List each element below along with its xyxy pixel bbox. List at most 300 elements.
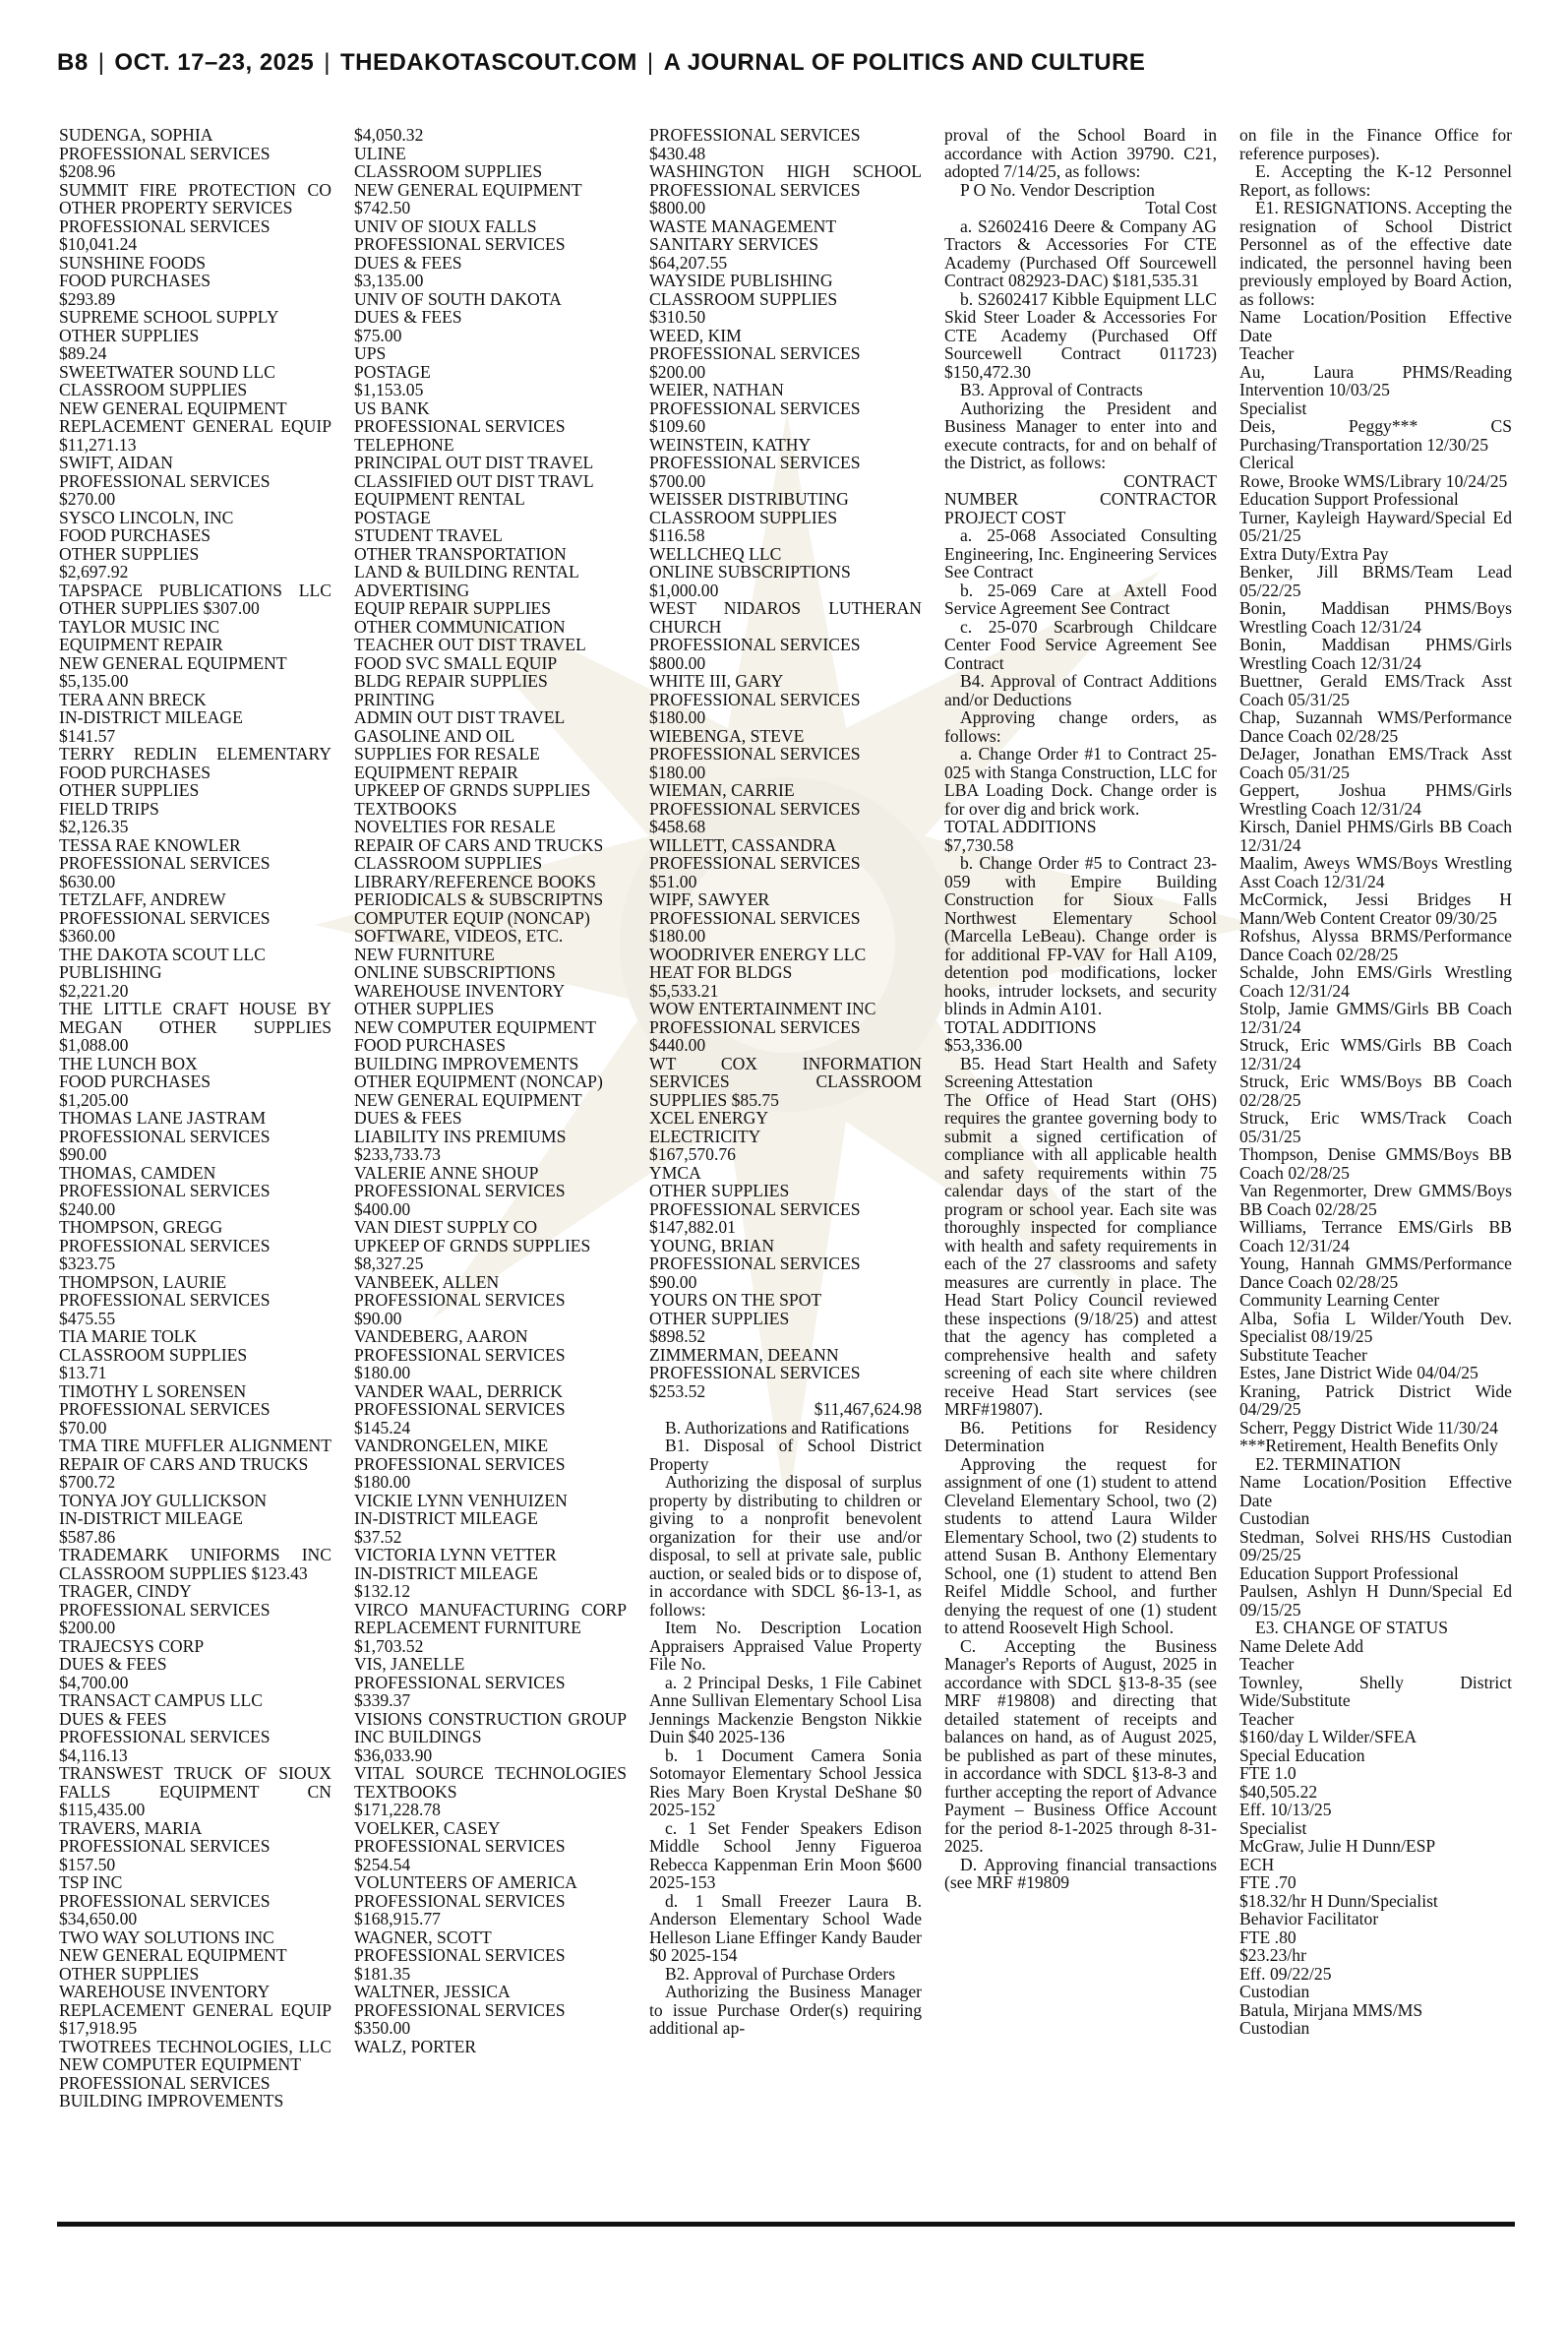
notice-line: FOOD PURCHASES	[59, 1071, 211, 1091]
notice-line: $1,205.00	[59, 1089, 129, 1110]
notice-line: Approving the request for assignment of one (1) student to attend Cleveland Elementary School, two (2) students to attend Laura Wilder Elementary School, two (2) students to attend Susan B. Anthony Elementary School, one (1) student to attend Ben Reifel Middle School, and further denying the request of one (1) student to attend Roosevelt High School.	[944, 1453, 1217, 1637]
notice-line: Williams, Terrance EMS/Girls BB Coach 12/31/24	[1239, 1217, 1512, 1255]
notice-line: $51.00	[649, 871, 697, 891]
notice-line: b. 1 Document Camera Sonia Sotomayor Elementary School Jessica Ries Mary Boen Krystal DeShane $0 2025-152	[649, 1744, 922, 1819]
notice-line: FOOD PURCHASES	[59, 525, 211, 545]
notice-line: PROFESSIONAL SERVICES	[649, 907, 861, 928]
notice-line: $2,221.20	[59, 980, 129, 1001]
notice-line: TRANSWEST TRUCK OF SIOUX FALLS EQUIPMENT CN $115,435.00	[59, 1763, 332, 1819]
footer-rule	[57, 2222, 1515, 2227]
notice-line: OTHER SUPPLIES	[59, 1963, 200, 1984]
notice-line: VOELKER, CASEY	[354, 1817, 501, 1838]
notice-line: NEW GENERAL EQUIPMENT	[354, 1089, 582, 1110]
notice-line: TEACHER OUT DIST TRAVEL	[354, 635, 586, 654]
notice-line: Kraning, Patrick District Wide 04/29/25	[1239, 1380, 1512, 1419]
notice-line: PROFESSIONAL SERVICES	[59, 1890, 271, 1911]
notice-line: $168,915.77	[354, 1909, 441, 1928]
notice-line: CLASSROOM SUPPLIES	[354, 161, 543, 181]
notice-line: Name Location/Position Effective Date	[1239, 307, 1512, 345]
issue-date: OCT. 17–23, 2025	[114, 49, 315, 76]
notice-line: $350.00	[354, 2018, 411, 2038]
notice-line: PROFESSIONAL SERVICES	[649, 1016, 861, 1037]
notice-line: Struck, Eric WMS/Girls BB Coach 12/31/24	[1239, 1035, 1512, 1073]
notice-line: Benker, Jill BRMS/Team Lead 05/22/25	[1239, 562, 1512, 600]
column-2	[354, 126, 627, 2217]
notice-line: LAND & BUILDING RENTAL	[354, 562, 579, 581]
notice-line: WHITE III, GARY	[649, 671, 784, 691]
notice-line: $254.54	[354, 1854, 411, 1874]
notice-line: Young, Hannah GMMS/Performance Dance Coach 02/28/25	[1239, 1254, 1512, 1292]
notice-line: WEINSTEIN, KATHY	[649, 434, 812, 455]
notice-line: TRAJECSYS CORP	[59, 1635, 205, 1656]
notice-line: DUES & FEES	[354, 252, 462, 273]
notice-line: Authorizing the disposal of surplus property by distributing to children or giving to a nonprofit benevolent organization for their use and/or disposal, to sell at private sale, public auction, or sealed bids or to dispose of, in accordance with SDCL §6-13-1, as follows:	[649, 1472, 922, 1620]
notice-line: $458.68	[649, 817, 706, 836]
notice-line: $37.52	[354, 1526, 402, 1547]
notice-line: PROFESSIONAL SERVICES	[649, 1254, 861, 1273]
notice-line: PROFESSIONAL SERVICES	[649, 853, 861, 873]
notice-line: Paulsen, Ashlyn H Dunn/Special Ed 09/15/25	[1239, 1581, 1512, 1620]
notice-line: $293.89	[59, 288, 116, 309]
site-name: THEDAKOTASCOUT.COM	[339, 49, 637, 76]
notice-line: b. 25-069 Care at Axtell Food Service Agreement See Contract	[944, 580, 1217, 618]
notice-line: THE LUNCH BOX	[59, 1053, 198, 1073]
notice-line: SWIFT, AIDAN	[59, 453, 173, 472]
notice-line: IN-DISTRICT MILEAGE	[354, 1562, 538, 1583]
notice-line: Item No. Description Location Appraisers Appraised Value Property File No.	[649, 1618, 922, 1674]
notice-line: WIEBENGA, STEVE	[649, 725, 805, 746]
notice-line: $323.75	[59, 1254, 116, 1273]
notice-line: YMCA	[649, 1162, 701, 1183]
notice-line: HEAT FOR BLDGS	[649, 962, 793, 982]
notice-line: B1. Disposal of School District Property	[649, 1436, 922, 1474]
notice-line: DUES & FEES	[59, 1708, 167, 1729]
notice-line: VICTORIA LYNN VETTER	[354, 1545, 557, 1564]
notice-line: $4,050.32	[354, 126, 424, 145]
notice-line: ONLINE SUBSCRIPTIONS	[354, 962, 556, 982]
notice-line: SUDENGA, SOPHIA	[59, 126, 213, 145]
notice-line: TOTAL ADDITIONS	[944, 817, 1097, 836]
notice-line: $181.35	[354, 1963, 411, 1984]
notice-line: $240.00	[59, 1198, 116, 1219]
notice-line: OTHER EQUIPMENT (NONCAP)	[354, 1071, 603, 1091]
notice-line: FOOD PURCHASES	[59, 271, 211, 290]
notice-line: TRAGER, CINDY	[59, 1581, 192, 1601]
notice-line: NEW GENERAL EQUIPMENT	[59, 652, 287, 673]
notice-line: $200.00	[59, 1618, 116, 1637]
notice-line: $141.57	[59, 725, 116, 746]
notice-line: $700.00	[649, 470, 706, 491]
notice-line: WELLCHEQ LLC	[649, 543, 782, 564]
notice-line: Van Regenmorter, Drew GMMS/Boys BB Coach 02/28/25	[1239, 1181, 1512, 1219]
notice-line: $11,467,624.98	[814, 1399, 922, 1419]
notice-line: CLASSROOM SUPPLIES	[649, 507, 838, 527]
notice-line: PROFESSIONAL SERVICES	[59, 215, 271, 236]
notice-line: Specialist	[1239, 1817, 1307, 1838]
notice-line: McGraw, Julie H Dunn/ESP	[1239, 1836, 1436, 1856]
notice-line: PRINTING	[354, 689, 436, 709]
notice-line: $145.24	[354, 1417, 411, 1438]
notice-line: LIBRARY/REFERENCE BOOKS	[354, 871, 596, 891]
notice-line: VANDER WAAL, DERRICK	[354, 1380, 563, 1401]
notice-line: $34,650.00	[59, 1909, 138, 1928]
notice-line: UPS	[354, 343, 387, 363]
notice-line: $2,126.35	[59, 817, 129, 836]
notice-line: OTHER COMMUNICATION	[354, 616, 566, 637]
notice-line: The Office of Head Start (OHS) requires the grantee governing body to submit a signed certification of compliance with all applicable health and safety requirements within 75 calendar days of the start of the program or school year. Each site was thoroughly inspected for compliance with health and safety requirements in each of the 27 classrooms and safety measures are currently in place. The Head Start Policy Council reviewed these inspections (9/18/25) and attest that the agency has completed a comprehensive health and safety screening of each site where children receive Head Start services (see MRF#19807).	[944, 1089, 1217, 1419]
notice-line: OTHER SUPPLIES	[59, 325, 200, 345]
notice-line: WASHINGTON HIGH SCHOOL PROFESSIONAL SERVICES	[649, 161, 922, 200]
notice-line: $630.00	[59, 871, 116, 891]
notice-line: Schalde, John EMS/Girls Wrestling Coach 12/31/24	[1239, 962, 1512, 1001]
notice-line: a. 2 Principal Desks, 1 File Cabinet Anne Sullivan Elementary School Lisa Jennings Mackenzie Bengston Nikkie Duin $40 2025-136	[649, 1672, 922, 1746]
notice-line: PROFESSIONAL SERVICES	[59, 1599, 271, 1620]
notice-line: $339.37	[354, 1690, 411, 1710]
notice-line: $8,327.25	[354, 1254, 424, 1273]
notice-line: VANDEBERG, AARON	[354, 1326, 528, 1346]
notice-line: $157.50	[59, 1854, 116, 1874]
notice-line: THOMPSON, GREGG	[59, 1217, 223, 1237]
notice-line: $800.00	[649, 198, 706, 217]
notice-line: NEW GENERAL EQUIPMENT	[59, 1945, 287, 1965]
notice-line: VIS, JANELLE	[354, 1654, 465, 1674]
notice-line: PROFESSIONAL SERVICES	[354, 1344, 566, 1365]
notice-line: $898.52	[649, 1326, 706, 1346]
notice-line: NEW GENERAL EQUIPMENT	[59, 398, 287, 418]
notice-line: VALERIE ANNE SHOUP	[354, 1162, 539, 1183]
notice-line: OTHER SUPPLIES	[354, 999, 495, 1018]
notice-line: $200.00	[649, 361, 706, 382]
header-divider: |	[324, 49, 331, 76]
notice-line: $5,533.21	[649, 980, 719, 1001]
notice-line: IN-DISTRICT MILEAGE	[354, 1508, 538, 1528]
notice-line: $10,041.24	[59, 234, 138, 254]
notice-line: TRADEMARK UNIFORMS INC CLASSROOM SUPPLIES $123.43	[59, 1545, 332, 1583]
notice-line: $36,033.90	[354, 1744, 433, 1765]
notice-line: B4. Approval of Contract Additions and/or Deductions	[944, 671, 1217, 709]
notice-line: PROFESSIONAL SERVICES	[59, 1235, 271, 1255]
notice-line: VICKIE LYNN VENHUIZEN	[354, 1490, 568, 1510]
notice-line: THE LITTLE CRAFT HOUSE BY MEGAN OTHER SUPPLIES $1,088.00	[59, 999, 332, 1055]
notice-line: PROFESSIONAL SERVICES	[59, 143, 271, 163]
notice-line: Scherr, Peggy District Wide 11/30/24	[1239, 1417, 1498, 1438]
notice-line: $1,703.52	[354, 1635, 424, 1656]
notice-line: $208.96	[59, 161, 116, 181]
notice-line: PROFESSIONAL SERVICES	[354, 1453, 566, 1474]
notice-line: $70.00	[59, 1417, 107, 1438]
notice-line: TOTAL ADDITIONS	[944, 1016, 1097, 1037]
notice-line: Behavior Facilitator	[1239, 1909, 1379, 1928]
notice-line: $742.50	[354, 198, 411, 217]
notice-line: TAYLOR MUSIC INC	[59, 616, 220, 637]
notice-line: XCEL ENERGY	[649, 1108, 769, 1128]
notice-line: proval of the School Board in accordance with Action 39790. C21, adopted 7/14/25, as follows:	[944, 126, 1217, 181]
notice-line: EQUIPMENT REPAIR	[354, 762, 518, 782]
notice-line: TRAVERS, MARIA	[59, 1817, 203, 1838]
notice-line: PRINCIPAL OUT DIST TRAVEL	[354, 453, 594, 472]
notice-line: DUES & FEES	[59, 1654, 167, 1674]
notice-line: CLASSROOM SUPPLIES	[59, 380, 248, 399]
notice-line: THOMAS, CAMDEN	[59, 1162, 216, 1183]
notice-line: THOMAS LANE JASTRAM	[59, 1108, 267, 1128]
notice-line: Extra Duty/Extra Pay	[1239, 543, 1389, 564]
notice-line: TIMOTHY L SORENSEN	[59, 1380, 247, 1401]
notice-line: PROFESSIONAL SERVICES	[59, 1126, 271, 1146]
notice-line: Clerical	[1239, 453, 1295, 472]
notice-line: US BANK	[354, 398, 430, 418]
notice-line: Townley, Shelly District Wide/Substitute	[1239, 1672, 1512, 1710]
notice-line: TERRY REDLIN ELEMENTARY FOOD PURCHASES	[59, 744, 332, 782]
notice-line: E2. TERMINATION	[1255, 1453, 1402, 1474]
notice-line: d. 1 Small Freezer Laura B. Anderson Elementary School Wade Helleson Liane Effinger Kandy Bauder $0 2025-154	[649, 1890, 922, 1965]
notice-line: B5. Head Start Health and Safety Screening Attestation	[944, 1053, 1217, 1091]
legal-notice-columns	[59, 126, 1513, 2217]
notice-line: WEST NIDAROS LUTHERAN CHURCH	[649, 598, 922, 637]
notice-line: WASTE MANAGEMENT	[649, 215, 837, 236]
notice-line: $23.23/hr	[1239, 1945, 1306, 1965]
notice-line: WAREHOUSE INVENTORY	[59, 1982, 271, 2001]
notice-line: Bonin, Maddisan PHMS/Boys Wrestling Coach 12/31/24	[1239, 598, 1512, 637]
page-header	[57, 49, 1513, 87]
notice-line: OTHER SUPPLIES	[59, 780, 200, 800]
notice-line: WEIER, NATHAN	[649, 380, 784, 399]
notice-line: ADVERTISING	[354, 580, 470, 600]
notice-line: PROFESSIONAL SERVICES	[59, 907, 271, 928]
notice-line: Teacher	[1239, 343, 1295, 363]
notice-line: PROFESSIONAL SERVICES	[649, 1363, 861, 1382]
notice-line: TWO WAY SOLUTIONS INC	[59, 1927, 274, 1947]
notice-line: THOMPSON, LAURIE	[59, 1271, 227, 1292]
notice-line: Stolp, Jamie GMMS/Girls BB Coach 12/31/24	[1239, 999, 1512, 1037]
notice-line: b. Change Order #5 to Contract 23-059 with Empire Building Construction for Sioux Falls Northwest Elementary School (Marcella LeBeau). Change order is for additional FP-VAV for Hall A109, detention pod modifications, locker hooks, intruder locksets, and security blinds in Admin A101.	[944, 853, 1217, 1018]
notice-line: PROFESSIONAL SERVICES	[354, 1399, 566, 1419]
notice-line: FTE .70	[1239, 1872, 1297, 1892]
notice-line: Authorizing the Business Manager to issue Purchase Order(s) requiring additional ap-	[649, 1982, 922, 2038]
notice-line: WOW ENTERTAINMENT INC	[649, 999, 876, 1018]
notice-line: $64,207.55	[649, 252, 728, 273]
notice-line: Geppert, Joshua PHMS/Girls Wrestling Coach 12/31/24	[1239, 780, 1512, 819]
notice-line: Turner, Kayleigh Hayward/Special Ed 05/21/25	[1239, 507, 1512, 545]
notice-line: $18.32/hr H Dunn/Specialist	[1239, 1890, 1438, 1911]
notice-line: WIPF, SAWYER	[649, 889, 770, 909]
notice-line: WT COX INFORMATION SERVICES CLASSROOM SUPPLIES $85.75	[649, 1053, 922, 1110]
notice-line: VITAL SOURCE TECHNOLOGIES TEXTBOOKS	[354, 1763, 627, 1802]
notice-line: DUES & FEES	[354, 1108, 462, 1128]
page-number: B8	[57, 49, 89, 76]
notice-line: ONLINE SUBSCRIPTIONS	[649, 562, 851, 581]
notice-line: REPAIR OF CARS AND TRUCKS	[354, 834, 604, 855]
notice-line: Name Delete Add	[1239, 1635, 1364, 1656]
notice-line: Rowe, Brooke WMS/Library 10/24/25	[1239, 470, 1508, 491]
notice-line: WILLETT, CASSANDRA	[649, 834, 837, 855]
notice-line: OTHER SUPPLIES	[59, 543, 200, 564]
notice-line: SWEETWATER SOUND LLC	[59, 361, 275, 382]
notice-line: Custodian	[1239, 1508, 1310, 1528]
notice-line: Specialist	[1239, 398, 1307, 418]
notice-line: $400.00	[354, 1198, 411, 1219]
notice-line: $109.60	[649, 416, 706, 436]
notice-line: PROFESSIONAL SERVICES	[59, 1290, 271, 1310]
notice-line: $3,135.00	[354, 271, 424, 290]
notice-line: Thompson, Denise GMMS/Boys BB Coach 02/28/25	[1239, 1144, 1512, 1183]
notice-line: PROFESSIONAL SERVICES	[649, 126, 861, 145]
notice-line: B. Authorizations and Ratifications	[665, 1417, 910, 1438]
notice-line: $90.00	[59, 1144, 107, 1164]
notice-line: B2. Approval of Purchase Orders	[665, 1963, 896, 1984]
notice-line: PROFESSIONAL SERVICES	[59, 470, 271, 491]
notice-line: SUPREME SCHOOL SUPPLY	[59, 307, 279, 327]
notice-line: $171,228.78	[354, 1800, 441, 1819]
notice-line: POSTAGE	[354, 507, 431, 527]
notice-line: Eff. 10/13/25	[1239, 1800, 1332, 1819]
notice-line: $132.12	[354, 1581, 411, 1601]
notice-line: $180.00	[649, 926, 706, 946]
notice-line: REPLACEMENT GENERAL EQUIP $17,918.95	[59, 1999, 332, 2038]
notice-line: $4,116.13	[59, 1744, 128, 1765]
notice-line: PERIODICALS & SUBSCRIPTNS	[354, 889, 604, 909]
notice-line: YOURS ON THE SPOT	[649, 1290, 822, 1310]
notice-line: SUPPLIES FOR RESALE	[354, 744, 540, 764]
notice-line: PROFESSIONAL SERVICES	[59, 1836, 271, 1856]
notice-line: $180.00	[354, 1363, 411, 1382]
notice-line: GASOLINE AND OIL	[354, 725, 515, 746]
notice-line: E1. RESIGNATIONS. Accepting the resignation of School District Personnel as of the effective date indicated, the personnel having been previously employed by Board Action, as follows:	[1239, 198, 1512, 309]
notice-line: TEXTBOOKS	[354, 798, 457, 819]
notice-line: Special Education	[1239, 1744, 1365, 1765]
column-3	[649, 126, 922, 2217]
notice-line: Custodian	[1239, 2018, 1310, 2038]
notice-line: EQUIPMENT REPAIR	[59, 635, 223, 654]
notice-line: PROFESSIONAL SERVICES	[649, 798, 861, 819]
notice-line: CLASSROOM SUPPLIES	[354, 853, 543, 873]
notice-line: PROFESSIONAL SERVICES	[649, 453, 861, 472]
notice-line: WIEMAN, CARRIE	[649, 780, 795, 800]
notice-line: TRANSACT CAMPUS LLC	[59, 1690, 263, 1710]
notice-line: Struck, Eric WMS/Track Coach 05/31/25	[1239, 1108, 1512, 1146]
notice-line: TIA MARIE TOLK	[59, 1326, 198, 1346]
notice-line: BUILDING IMPROVEMENTS	[59, 2091, 284, 2111]
notice-line: NEW FURNITURE	[354, 944, 495, 964]
notice-line: VAN DIEST SUPPLY CO	[354, 1217, 538, 1237]
notice-line: WALZ, PORTER	[354, 2036, 477, 2056]
notice-line: C. Accepting the Business Manager's Reports of August, 2025 in accordance with SDCL §13-8-35 (see MRF #19808) and directing that detailed statement of receipts and balances on hand, as of August 2025, be published as part of these minutes, in accordance with SDCL §13-8-3 and further accepting the report of Advance Payment – Business Office Account for the period 8-1-2025 through 8-31-2025.	[944, 1635, 1217, 1856]
notice-line: PROFESSIONAL SERVICES	[354, 1836, 566, 1856]
notice-line: $270.00	[59, 489, 116, 509]
notice-line: PROFESSIONAL SERVICES	[649, 398, 861, 418]
notice-line: $40,505.22	[1239, 1781, 1318, 1802]
notice-line: McCormick, Jessi Bridges H Mann/Web Content Creator 09/30/25	[1239, 889, 1512, 928]
notice-line: $180.00	[354, 1472, 411, 1492]
notice-line: PROFESSIONAL SERVICES	[354, 1181, 566, 1200]
notice-line: $360.00	[59, 926, 116, 946]
notice-line: PROFESSIONAL SERVICES	[59, 1399, 271, 1419]
notice-line: $90.00	[354, 1308, 402, 1328]
notice-line: ULINE	[354, 143, 406, 163]
notice-line: $800.00	[649, 652, 706, 673]
notice-line: TONYA JOY GULLICKSON	[59, 1490, 268, 1510]
notice-line: $430.48	[649, 143, 706, 163]
notice-line: Substitute Teacher	[1239, 1344, 1367, 1365]
notice-line: $4,700.00	[59, 1672, 129, 1692]
notice-line: $90.00	[649, 1271, 697, 1292]
notice-line: PROFESSIONAL SERVICES	[649, 343, 861, 363]
notice-line: Eff. 09/22/25	[1239, 1963, 1332, 1984]
notice-line: YOUNG, BRIAN	[649, 1235, 775, 1255]
notice-line: Bonin, Maddisan PHMS/Girls Wrestling Coach 12/31/24	[1239, 635, 1512, 673]
notice-line: PROFESSIONAL SERVICES	[649, 1198, 861, 1219]
notice-line: UNIV OF SOUTH DAKOTA	[354, 288, 562, 309]
notice-line: UPKEEP OF GRNDS SUPPLIES	[354, 780, 591, 800]
notice-line: WAYSIDE PUBLISHING	[649, 271, 833, 290]
notice-line: Total Cost	[1145, 198, 1217, 217]
notice-line: VOLUNTEERS OF AMERICA	[354, 1872, 577, 1892]
notice-line: $13.71	[59, 1363, 107, 1382]
notice-line: TERA ANN BRECK	[59, 689, 207, 709]
notice-line: SUNSHINE FOODS	[59, 252, 207, 273]
notice-line: Alba, Sofia L Wilder/Youth Dev. Specialist 08/19/25	[1239, 1308, 1512, 1346]
notice-line: UPKEEP OF GRNDS SUPPLIES	[354, 1235, 591, 1255]
notice-line: WAREHOUSE INVENTORY	[354, 980, 566, 1001]
notice-line: BLDG REPAIR SUPPLIES	[354, 671, 548, 691]
notice-line: c. 25-070 Scarbrough Childcare Center Food Service Agreement See Contract	[944, 616, 1217, 673]
notice-line: b. S2602417 Kibble Equipment LLC Skid Steer Loader & Accessories For CTE Academy (Purchased Off Sourcewell Contract 011723) $150,472.30	[944, 288, 1217, 382]
notice-line: DUES & FEES	[354, 307, 462, 327]
notice-line: $180.00	[649, 707, 706, 727]
header-divider: |	[646, 49, 654, 76]
notice-line: Teacher	[1239, 1708, 1295, 1729]
notice-line: FIELD TRIPS	[59, 798, 159, 819]
notice-line: NOVELTIES FOR RESALE	[354, 817, 556, 836]
notice-line: $310.50	[649, 307, 706, 327]
notice-line: Name Location/Position Effective Date	[1239, 1472, 1512, 1510]
notice-line: SANITARY SERVICES	[649, 234, 819, 254]
tagline: A JOURNAL OF POLITICS AND CULTURE	[663, 49, 1146, 76]
notice-line: CLASSIFIED OUT DIST TRAVL	[354, 470, 594, 491]
notice-line: $700.72	[59, 1472, 116, 1492]
notice-line: $233,733.73	[354, 1144, 441, 1164]
notice-line: FOOD PURCHASES	[354, 1035, 506, 1055]
notice-line: CLASSROOM SUPPLIES	[59, 1344, 248, 1365]
notice-line: ELECTRICITY	[649, 1126, 761, 1146]
notice-line: $1,000.00	[649, 580, 719, 600]
notice-line: $160/day L Wilder/SFEA	[1239, 1727, 1417, 1746]
notice-line: E3. CHANGE OF STATUS	[1255, 1618, 1449, 1637]
notice-line: THE DAKOTA SCOUT LLC	[59, 944, 266, 964]
notice-line: OTHER TRANSPORTATION	[354, 543, 567, 564]
notice-line: TWOTREES TECHNOLOGIES, LLC NEW COMPUTER EQUIPMENT	[59, 2036, 332, 2074]
notice-line: D. Approving financial transactions (see MRF #19809	[944, 1854, 1217, 1892]
notice-line: $587.86	[59, 1526, 116, 1547]
notice-line: a. 25-068 Associated Consulting Engineering, Inc. Engineering Services See Contract	[944, 525, 1217, 581]
notice-line: VIRCO MANUFACTURING CORP REPLACEMENT FURNITURE	[354, 1599, 627, 1637]
notice-line: PROFESSIONAL SERVICES	[354, 1890, 566, 1911]
notice-line: NUMBER CONTRACTOR PROJECT COST	[944, 489, 1217, 527]
notice-line: EQUIPMENT RENTAL	[354, 489, 525, 509]
notice-line: Rofshus, Alyssa BRMS/Performance Dance Coach 02/28/25	[1239, 926, 1512, 964]
notice-line: Custodian	[1239, 1982, 1310, 2001]
notice-line: TSP INC	[59, 1872, 123, 1892]
notice-line: Approving change orders, as follows:	[944, 707, 1217, 746]
notice-line: SUMMIT FIRE PROTECTION CO OTHER PROPERTY SERVICES	[59, 179, 332, 217]
column-4	[944, 126, 1217, 2217]
notice-line: PROFESSIONAL SERVICES	[59, 1181, 271, 1200]
notice-line: VANDRONGELEN, MIKE	[354, 1436, 549, 1455]
notice-line: BUILDING IMPROVEMENTS	[354, 1053, 579, 1073]
notice-line: NEW GENERAL EQUIPMENT	[354, 179, 582, 200]
notice-line: ECH	[1239, 1854, 1275, 1874]
notice-line: $53,336.00	[944, 1035, 1023, 1055]
notice-line: STUDENT TRAVEL	[354, 525, 504, 545]
